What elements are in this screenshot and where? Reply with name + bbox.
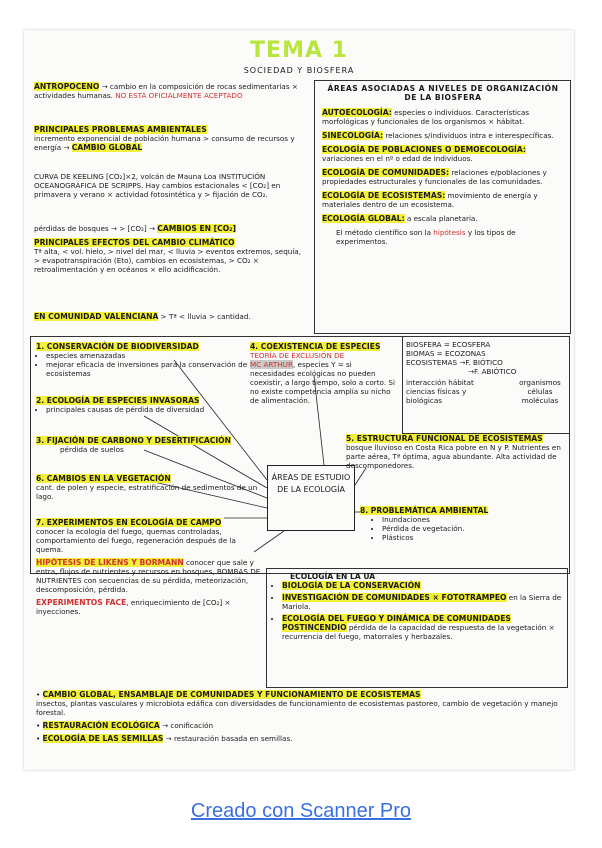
semillas-text: → restauración basada en semillas.: [165, 734, 293, 743]
b1-heading: 1. CONSERVACIÓN DE BIODIVERSIDAD: [36, 342, 199, 351]
b3-text: pérdida de suelos: [60, 445, 124, 454]
def-ecosistemas: ECOSISTEMAS: [406, 358, 458, 367]
def-biomas: BIOMAS = ECOZONAS: [406, 349, 486, 358]
b1-item: • especies amenazadas: [46, 351, 264, 360]
poblaciones-heading: ECOLOGÍA DE POBLACIONES O DEMOECOLOGÍA:: [322, 145, 526, 154]
valencia-heading: EN COMUNIDAD VALENCIANA: [34, 312, 159, 321]
antropoceno-text: → cambio en la composición de rocas sedimentarias × actividades humanas.: [34, 82, 298, 100]
factor-abiotico: F. ABIÓTICO: [474, 367, 517, 376]
b1-block: [36, 342, 264, 378]
b7-hipotesis-heading: HIPÓTESIS DE LIKENS Y BORMANN: [36, 558, 184, 567]
metodo-hipotesis: hipótesis: [433, 228, 466, 237]
ua-item: • INVESTIGACIÓN DE COMUNIDADES × FOTOTRAMPEO en la Sierra de Mariola.: [282, 593, 562, 611]
bottom-heading: CAMBIO GLOBAL, ENSAMBLAJE DE COMUNIDADES Y FUNCIONAMIENTO DE ECOSISTEMAS: [42, 690, 421, 699]
b8-item: • Inundaciones: [382, 515, 560, 524]
b2-list: [36, 405, 264, 414]
b4-block: [250, 342, 398, 405]
b8-heading: 8. PROBLEMÁTICA AMBIENTAL: [360, 506, 489, 515]
b6-text: cant. de polen y especie, estratificación de sedimentos de un lago.: [36, 483, 258, 501]
b2-item: • principales causas de pérdida de diversidad: [46, 405, 264, 414]
efectos-heading: PRINCIPALES EFECTOS DEL CAMBIO CLIMÁTICO: [34, 238, 235, 247]
def-biosfera: BIOSFERA = ECOSFERA: [406, 340, 491, 349]
poblaciones-text: variaciones en el nº o edad de individuos.: [322, 154, 473, 163]
metodo-tail: y los tipos de experimentos.: [336, 228, 516, 246]
autoecologia-heading: AUTOECOLOGÍA:: [322, 108, 392, 117]
bosques-text: pérdidas de bosques → > [CO₂] →: [34, 224, 155, 233]
antropoceno-note: NO ESTÁ OFICIALMENTE ACEPTADO: [115, 91, 243, 100]
antropoceno-heading: ANTROPOCENO: [34, 82, 100, 91]
semillas-heading: ECOLOGÍA DE LAS SEMILLAS: [42, 734, 164, 743]
b7-face-heading: EXPERIMENTOS FACE: [36, 598, 127, 607]
b1-item: • mejorar eficacia de inversiones para la conservación de ecosistemas: [46, 360, 264, 378]
restauracion-text: → conificación: [162, 721, 214, 730]
keeling-text: CURVA DE KEELING [CO₂]×2, volcán de Mauna Loa INSTITUCIÓN OCEANOGRÁFICA DE SCRIPPS. Hay cambios estacionales < [CO₂] en primavera y verano × actividad fotosintética y > fijación de CO₂.: [34, 172, 281, 199]
sinecologia-heading: SINECOLOGÍA:: [322, 131, 384, 140]
bottom-block: • CAMBIO GLOBAL, ENSAMBLAJE DE COMUNIDADES Y FUNCIONAMIENTO DE ECOSISTEMAS insectos, plantas vasculares y microbiota edáfica con diversidades de funcionamiento de ecosistemas pastoreo, cambio de vegetación y manejo forestal. • RESTAURACIÓN ECOLÓGICA → conificación • ECOLOGÍA DE LAS SEMILLAS → restauración basada en semillas.: [36, 690, 566, 743]
global-heading: ECOLOGÍA GLOBAL:: [322, 214, 405, 223]
bottom-heading-row: • CAMBIO GLOBAL, ENSAMBLAJE DE COMUNIDADES Y FUNCIONAMIENTO DE ECOSISTEMAS: [36, 690, 421, 699]
ua-item: • BIOLOGÍA DE LA CONSERVACIÓN: [282, 581, 562, 590]
b7-heading: 7. EXPERIMENTOS EN ECOLOGÍA DE CAMPO: [36, 518, 222, 527]
b3-block: [36, 436, 264, 454]
b8-item: • Plásticos: [382, 533, 560, 542]
b5-heading: 5. ESTRUCTURA FUNCIONAL DE ECOSISTEMAS: [346, 434, 543, 443]
b7-hipotesis-text: conocer que sale y entra, flujos de nutrientes y recursos en bosques, BOMBAS DE NUTRIENTES con secuencias de su pérdida, meteorización, descomposición, pérdida.: [36, 558, 261, 594]
page-title: TEMA 1: [250, 38, 348, 63]
problemas-heading: PRINCIPALES PROBLEMAS AMBIENTALES: [34, 125, 207, 134]
b7-block: [36, 518, 264, 616]
b2-block: [36, 396, 264, 414]
scanned-page: [24, 30, 574, 770]
valencia-text: > Tª < lluvia > cantidad.: [160, 312, 251, 321]
b4-heading: 4. COEXISTENCIA DE ESPECIES: [250, 342, 381, 351]
b8-item: • Pérdida de vegetación.: [382, 524, 560, 533]
scanner-pro-link[interactable]: Creado con Scanner Pro: [190, 800, 412, 822]
ua-list: [272, 581, 562, 641]
ua-heading: ECOLOGÍA EN LA UA: [290, 572, 376, 581]
problemas-text: incremento exponencial de población humana > consumo de recursos y energía →: [34, 134, 295, 152]
b5-block: [346, 434, 568, 470]
b1-list: [36, 351, 264, 378]
b6-block: [36, 474, 264, 501]
comunidades-heading: ECOLOGÍA DE COMUNIDADES:: [322, 168, 450, 177]
niveles-heading: ÁREAS ASOCIADAS A NIVELES DE ORGANIZACIÓN DE LA BIOSFERA: [327, 84, 559, 102]
ua-block: [272, 572, 562, 641]
defs-block: BIOSFERA = ECOSFERA BIOMAS = ECOZONAS ECOSISTEMAS →F. BIÓTICO →F. ABIÓTICO interacción hábitat ciencias físicas y biológicas organismos células moléculas: [406, 340, 566, 405]
ua-item: • ECOLOGÍA DEL FUEGO Y DINÁMICA DE COMUNIDADES POSTINCENDIO pérdida de la capacidad de respuesta de la vegetación × recurrencia del fuego, matorrales y herbazales.: [282, 614, 562, 641]
b8-block: [360, 506, 560, 542]
efectos-text: Tª alta, < vol. hielo, > nivel del mar, < lluvia > eventos extremos, sequía, > evapotranspiración (Eto), cambios en ecosistemas, > CO₂ × retroalimentación y en océanos × ello acidificación.: [34, 247, 302, 274]
b4-subheading: TEORÍA DE EXCLUSIÓN DE: [250, 351, 345, 360]
def-col-b: organismos células moléculas: [519, 378, 561, 405]
restauracion-heading: RESTAURACIÓN ECOLÓGICA: [42, 721, 160, 730]
center-label: ÁREAS DE ESTUDIO DE LA ECOLOGÍA: [271, 473, 351, 494]
center-label-box: [267, 465, 355, 531]
b6-heading: 6. CAMBIOS EN LA VEGETACIÓN: [36, 474, 171, 483]
cambios-co2-tag: CAMBIOS EN [CO₂]: [157, 224, 236, 233]
b4-name: MC ARTHUR: [250, 360, 293, 369]
b2-heading: 2. ECOLOGÍA DE ESPECIES INVASORAS: [36, 396, 200, 405]
cambio-global-tag: CAMBIO GLOBAL: [71, 143, 143, 152]
b4-text: , especies Y = si necesidades ecológicas no pueden coexistir, a largo tiempo, solo a corto. Si no existe competencia amplía su nicho de alimentación.: [250, 360, 395, 405]
autoecologia-text: especies o individuos. Características morfológicas y funcionales de los organismos × hábitat.: [322, 108, 530, 126]
comunidades-text: relaciones e/poblaciones y propiedades estructurales y funcionales de las comunidades.: [322, 168, 547, 186]
b5-text: bosque lluvioso en Costa Rica pobre en N y P. Nutrientes en parte aérea, Tª óptima, agua abundante. Alta actividad de descomponedores.: [346, 443, 561, 470]
ecosistemas-text: movimiento de energía y materiales dentro de un ecosistema.: [322, 191, 538, 209]
global-text: a escala planetaria.: [406, 214, 478, 223]
def-col-a: interacción hábitat ciencias físicas y biológicas: [406, 378, 474, 405]
b7-text: conocer la ecología del fuego, quemas controladas, comportamiento del fuego, regeneración después de la quema.: [36, 527, 236, 554]
b8-list: [360, 515, 560, 542]
ecosistemas-heading: ECOLOGÍA DE ECOSISTEMAS:: [322, 191, 446, 200]
bottom-text: insectos, plantas vasculares y microbiota edáfica con diversidades de funcionamiento de ecosistemas pastoreo, cambio de vegetación y manejo forestal.: [36, 699, 558, 717]
page-subtitle: SOCIEDAD Y BIOSFERA: [243, 66, 355, 75]
b3-heading: 3. FIJACIÓN DE CARBONO Y DESERTIFICACIÓN: [36, 436, 231, 445]
sinecologia-text: relaciones s/individuos intra e interespecíficas.: [385, 131, 554, 140]
factor-biotico: F. BIÓTICO: [465, 358, 503, 367]
b7-face-text: , enriquecimiento de [CO₂] × inyecciones.: [36, 598, 231, 616]
metodo-text: El método científico son la: [336, 228, 431, 237]
